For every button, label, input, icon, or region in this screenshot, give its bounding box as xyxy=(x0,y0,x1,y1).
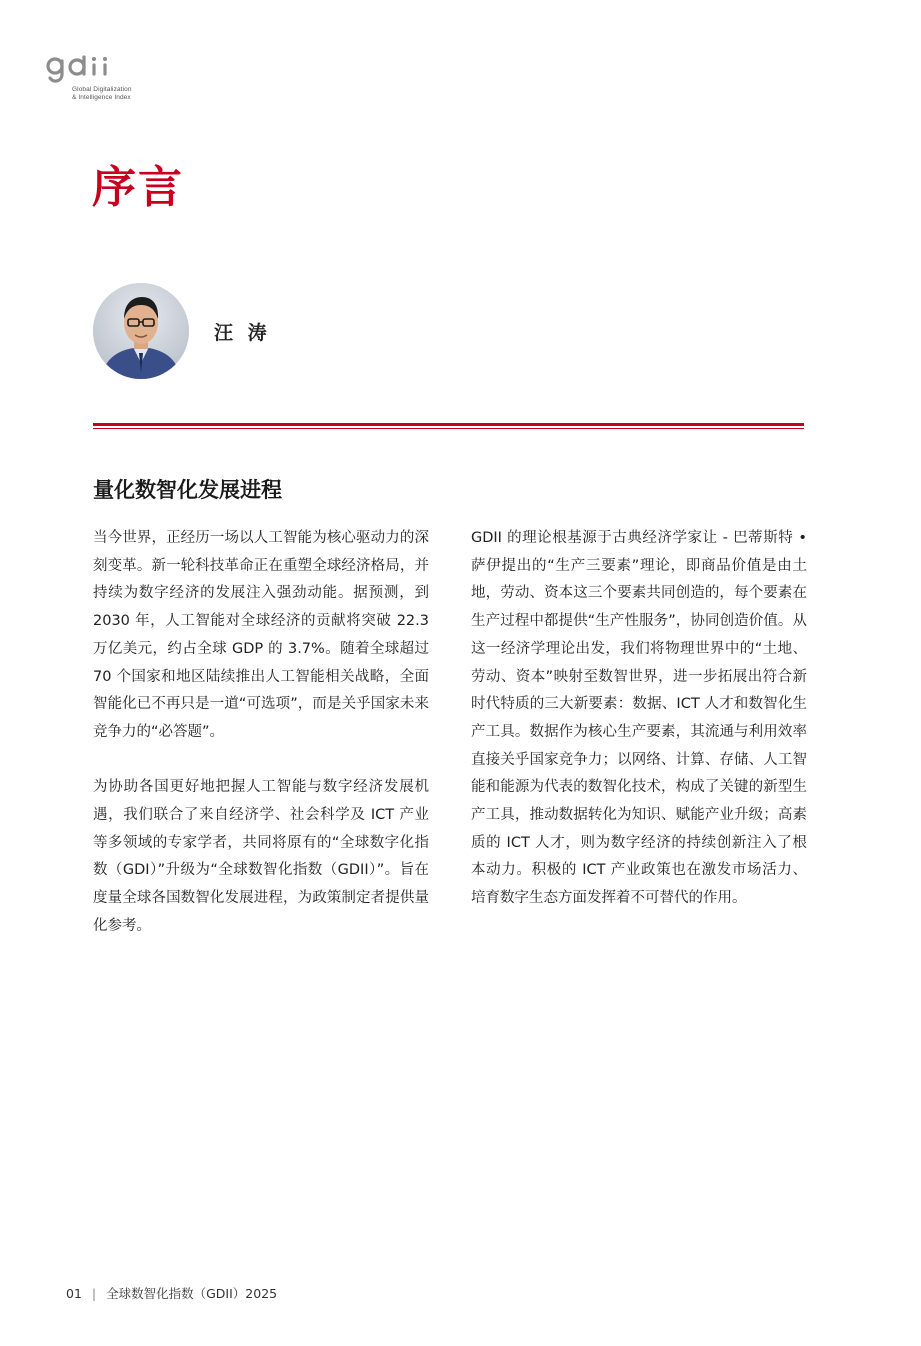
author-avatar xyxy=(93,283,189,379)
section-divider xyxy=(93,423,804,426)
paragraph: 当今世界，正经历一场以人工智能为核心驱动力的深刻变革。新一轮科技革命正在重塑全球经济格局，并持续为数字经济的发展注入强劲动能。据预测，到 2030 年，人工智能对全球经济的贡献将突破 22.3 万亿美元，约占全球 GDP 的 3.7%。随着全球超过 70 个国家和地区陆续推出人工智能相关战略，全面智能化已不再只是一道“可选项”，而是关乎国家未来竞争力的“必答题”。 xyxy=(93,530,429,740)
page-footer xyxy=(66,1284,277,1302)
logo-tagline-line1: Global Digitalization xyxy=(72,86,132,93)
left-column xyxy=(93,525,429,941)
publication-title: 全球数智化指数（GDII）2025 xyxy=(106,1286,278,1301)
gdii-logo-icon xyxy=(46,55,136,87)
footer-separator: | xyxy=(91,1286,97,1301)
gdii-logo xyxy=(46,55,156,105)
author-name: 汪 涛 xyxy=(214,322,271,344)
paragraph: 为协助各国更好地把握人工智能与数字经济发展机遇，我们联合了来自经济学、社会科学及 ICT 产业等多领域的专家学者，共同将原有的“全球数字化指数（GDI）”升级为“全球数智化指数（GDII）”。旨在度量全球各国数智化发展进程，为政策制定者提供量化参考。 xyxy=(93,779,429,934)
logo-tagline-line2: & Intelligence Index xyxy=(72,94,131,101)
section-divider-thin xyxy=(93,428,804,429)
page-title: 序言 xyxy=(92,162,184,213)
page-number: 01 xyxy=(66,1286,82,1301)
right-column xyxy=(471,525,807,913)
section-heading: 量化数智化发展进程 xyxy=(93,478,282,502)
author-portrait-icon xyxy=(93,283,189,379)
paragraph: GDII 的理论根基源于古典经济学家让 - 巴蒂斯特 • 萨伊提出的“生产三要素”理论，即商品价值是由土地，劳动、资本这三个要素共同创造的，每个要素在生产过程中都提供“生产性服务”，协同创造价值。从这一经济学理论出发，我们将物理世界中的“土地、劳动、资本”映射至数智世界，进一步拓展出符合新时代特质的三大新要素：数据、ICT 人才和数智化生产工具。数据作为核心生产要素，其流通与利用效率直接关乎国家竞争力；以网络、计算、存储、人工智能和能源为代表的数智化技术，构成了关键的新型生产工具，推动数据转化为知识、赋能产业升级；高素质的 ICT 人才，则为数字经济的持续创新注入了根本动力。积极的 ICT 产业政策也在激发市场活力、培育数字生态方面发挥着不可替代的作用。 xyxy=(471,530,807,907)
